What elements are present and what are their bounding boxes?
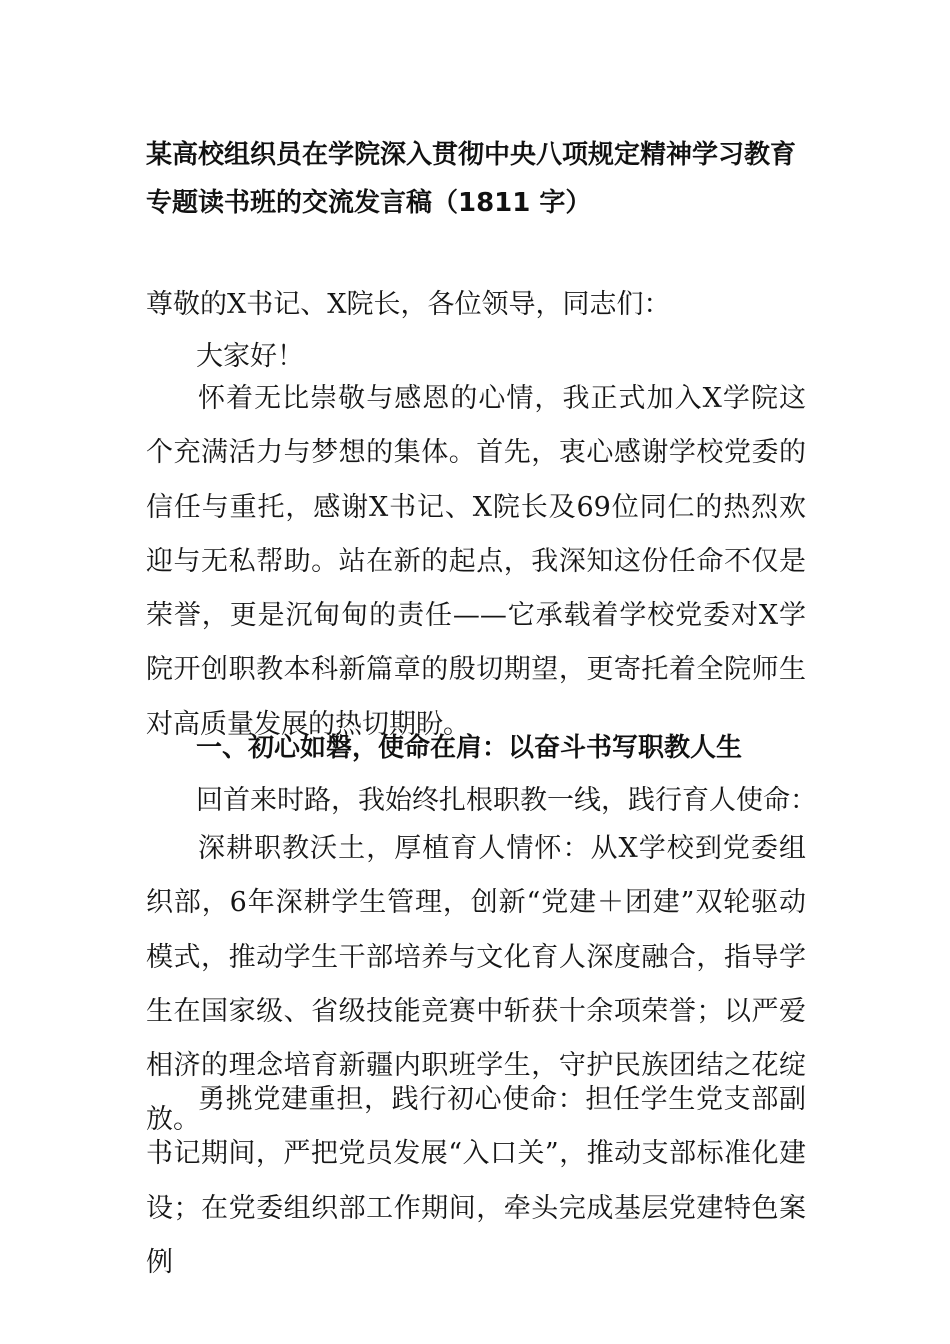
- document-title-line-1: 某高校组织员在学院深入贯彻中央八项规定精神学习教育: [146, 140, 797, 170]
- paragraph-experience: 深耕职教沃土，厚植育人情怀：从X学校到党委组织部，6年深耕学生管理，创新“党建＋团建”双轮驱动模式，推动学生干部培养与文化育人深度融合，指导学生在国家级、省级技能竞赛中斩获十余项荣誉；以严爱相济的理念培育新疆内职班学生，守护民族团结之花绽放。: [146, 833, 806, 1136]
- section-heading: 一、初心如磐，使命在肩：以奋斗书写职教人生: [196, 733, 743, 763]
- document-title-line-2: 专题读书班的交流发言稿（1811 字）: [146, 188, 592, 218]
- paragraph-opening: 怀着无比崇敬与感恩的心情，我正式加入X学院这个充满活力与梦想的集体。首先，衷心感谢学校党委的信任与重托，感谢X书记、X院长及69位同仁的热烈欢迎与无私帮助。站在新的起点，我深知这份任命不仅是荣誉，更是沉甸甸的责任——它承载着学校党委对X学院开创职教本科新篇章的殷切期望，更寄托着全院师生对高质量发展的热切期盼。: [146, 383, 806, 740]
- paragraph-party-work: 勇挑党建重担，践行初心使命：担任学生党支部副书记期间，严把党员发展“入口关”，推动支部标准化建设；在党委组织部工作期间，牵头完成基层党建特色案例: [146, 1084, 806, 1278]
- salutation: 尊敬的X书记、X院长，各位领导，同志们：: [146, 289, 671, 320]
- greeting: 大家好！: [196, 341, 304, 372]
- section-intro: 回首来时路，我始终扎根职教一线，践行育人使命：: [196, 785, 817, 816]
